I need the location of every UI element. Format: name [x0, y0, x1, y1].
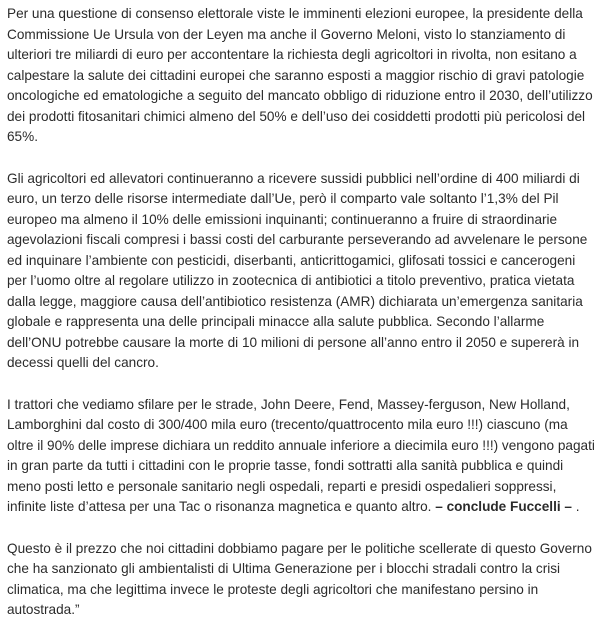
paragraph-2 [7, 169, 597, 374]
paragraph-4-text: Questo è il prezzo che noi cittadini dobbiamo pagare per le politiche scellerate di questo Governo che ha sanzionato gli ambientalisti di Ultima Generazione per i blocchi stradali contro la crisi climatica, ma che legittima invece le proteste degli agricoltori che manifestano persino in autostrada.” [7, 540, 592, 617]
paragraph-4 [7, 539, 597, 621]
paragraph-2-text: Gli agricoltori ed allevatori continueranno a ricevere sussidi pubblici nell’ordine di 400 miliardi di euro, un terzo delle risorse intermediate dall’Ue, però il comparto vale soltanto l’1,3% del Pil europeo ma almeno il 10% delle emissioni inquinanti; continueranno a fruire di straordinarie agevolazioni fiscali compresi i bassi costi del carburante perseverando ad avvelenare le persone ed inquinare l’ambiente con pesticidi, diserbanti, anticrittogamici, glifosati tossici e cancerogeni per l’uomo oltre al regolare utilizzo in zootecnica di antibiotici a titolo preventivo, pratica vietata dalla legge, maggiore causa dell’antibiotico resistenza (AMR) dichiarata un’emergenza sanitaria globale e rappresenta una delle principali minacce alla salute pubblica. Secondo l’allarme dell’ONU potrebbe causare la morte di 10 milioni di persone all’anno entro il 2050 e supererà in decessi quelli del cancro. [7, 170, 588, 370]
paragraph-1 [7, 4, 597, 148]
quote-attribution: – conclude Fuccelli – [431, 499, 576, 514]
paragraph-1-text: Per una questione di consenso elettorale viste le imminenti elezioni europee, la presidente della Commissione Ue Ursula von der Leyen ma anche il Governo Meloni, visto lo stanziamento di ulteriori tre miliardi di euro per accontentare la richiesta degli agricoltori in rivolta, non esitano a calpestare la salute dei cittadini europei che saranno esposti a maggior rischio di gravi patologie oncologiche ed ematologiche a seguito del mancato obbligo di riduzione entro il 2030, dell’utilizzo dei prodotti fitosanitari chimici almeno del 50% e dell’uso dei cosiddetti prodotti più pericolosi del 65%. [7, 6, 593, 144]
paragraph-3-text: I trattori che vediamo sfilare per le strade, John Deere, Fend, Massey-ferguson, New Holland, Lamborghini dal costo di 300/400 mila euro (trecento/quattrocento mila euro !!!) ciascuno (ma oltre il 90% delle imprese dichiara un reddito annuale inferiore a diecimila euro !!!) vengono pagati in gran parte da tutti i cittadini con le proprie tasse, fondi sottratti alla sanità pubblica e quindi meno posti letto e personale sanitario negli ospedali, reparti e presidi ospedalieri soppressi, infinite liste d’attesa per una Tac o risonanza magnetica e quanto altro. [7, 396, 595, 514]
article-body [7, 4, 597, 642]
paragraph-3 [7, 395, 597, 518]
paragraph-3-end: . [575, 499, 580, 514]
